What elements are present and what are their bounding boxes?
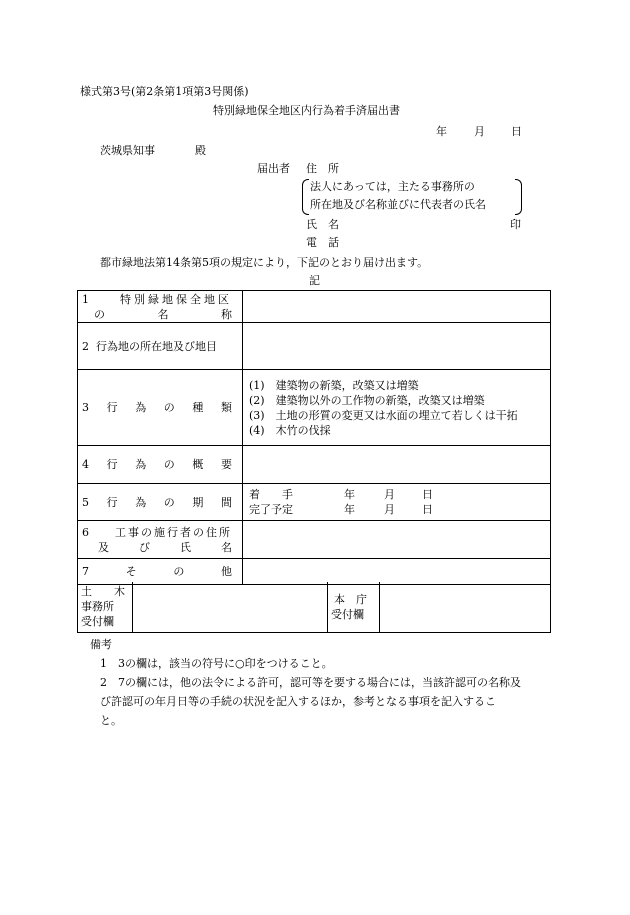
row-location [78, 323, 551, 370]
label-char: 期 [192, 495, 204, 509]
label-char: 氏 [180, 540, 191, 554]
note-1: 1 3の欄は，該当の符号に○印をつけること。 [100, 657, 333, 670]
phone-label: 電 話 [306, 236, 339, 249]
name-label: 氏 名 [306, 218, 339, 231]
left-bracket [302, 179, 309, 215]
applicant-label: 届出者 [257, 162, 290, 175]
start-day: 日 [422, 488, 433, 501]
note-2-line3: と。 [100, 714, 122, 727]
label-cell [78, 323, 243, 370]
note-2-line2: び許認可の年月日等の手続の状況を記入するほか，参考となる事項を記入するこ [100, 695, 496, 708]
date-day-label: 日 [511, 125, 522, 138]
label-cell [78, 521, 243, 559]
addressee-honorific: 殿 [195, 144, 206, 157]
corporate-note-line2: 所在地及び名称並びに代表者の氏名 [310, 198, 486, 211]
label-char: そ [125, 565, 137, 578]
label-line1: 工事の施行者の住所 [115, 525, 232, 539]
activity-summary-input[interactable] [243, 446, 551, 484]
label-char: の [163, 458, 175, 471]
row-number: 4 [82, 458, 89, 471]
label-cell [78, 446, 243, 484]
label-cell [78, 559, 243, 585]
activity-type-options [243, 370, 551, 446]
label-char: 行 [106, 458, 118, 471]
label-char: 概 [192, 458, 204, 471]
label-char: 行 [106, 401, 118, 414]
date-year-label: 年 [436, 125, 447, 138]
green-area-name-input[interactable] [243, 291, 551, 323]
receipt-table [77, 582, 551, 633]
start-label: 着 手 [249, 488, 293, 501]
label-text: 行為地の所在地及び地目 [96, 339, 217, 353]
start-year: 年 [344, 488, 355, 501]
honcho-receipt-field[interactable] [380, 582, 551, 632]
label-char: 要 [220, 458, 232, 471]
row-activity-summary [78, 446, 551, 484]
contractor-input[interactable] [243, 521, 551, 559]
label-char: 間 [220, 495, 232, 509]
end-label: 完了予定 [249, 503, 293, 516]
doboku-receipt-field[interactable] [133, 582, 328, 632]
form-title: 特別緑地保全地区内行為着手済届出書 [213, 104, 400, 117]
label-char: 名 [221, 540, 232, 554]
label-char: の [94, 307, 105, 321]
address-label: 住 所 [306, 162, 339, 175]
end-month: 月 [384, 503, 395, 516]
row-number: 6 [82, 525, 89, 539]
label-line1: 特別緑地保全地区 [120, 292, 232, 306]
right-bracket [515, 179, 522, 215]
ki-heading: 記 [309, 274, 320, 287]
label-cell [78, 370, 243, 446]
end-year: 年 [344, 503, 355, 516]
label-char: 為 [135, 495, 147, 509]
form-number-label: 様式第3号(第2条第1項第3号関係) [80, 85, 249, 98]
row-activity-type [78, 370, 551, 446]
receipt-row [78, 582, 551, 632]
corporate-note-line1: 法人にあっては，主たる事務所の [310, 180, 475, 193]
row-number: 7 [82, 565, 89, 578]
location-input[interactable] [243, 323, 551, 370]
doboku-label: 土 木 事務所 受付欄 [78, 582, 133, 632]
label-char: 称 [221, 307, 232, 321]
row-contractor [78, 521, 551, 559]
label-char: び [139, 540, 150, 554]
end-day: 日 [422, 503, 433, 516]
label-cell [78, 291, 243, 323]
label-char: 名 [157, 307, 169, 321]
start-month: 月 [384, 488, 395, 501]
label-char: の [173, 565, 185, 578]
row-number: 3 [82, 401, 89, 414]
option-tree-felling[interactable]: (4) 木竹の伐採 [249, 423, 331, 437]
label-char: 為 [135, 401, 147, 414]
row-number: 1 [82, 292, 89, 306]
addressee-name: 茨城県知事 [100, 144, 155, 157]
row-other [78, 559, 551, 585]
label-cell [78, 484, 243, 521]
option-land-change[interactable]: (3) 土地の形質の変更又は水面の埋立て若しくは干拓 [249, 408, 518, 422]
honcho-label: 本 庁 受付欄 [328, 582, 380, 632]
row-green-area-name [78, 291, 551, 323]
label-char: の [163, 401, 175, 414]
intro-text: 都市緑地法第14条第5項の規定により，下記のとおり届け出ます。 [100, 256, 429, 269]
label-char: 及 [98, 540, 109, 554]
label-char: の [163, 495, 175, 509]
label-char: 種 [192, 401, 204, 414]
row-number: 5 [82, 495, 89, 509]
option-structure[interactable]: (2) 建築物以外の工作物の新築，改築又は増築 [249, 393, 485, 407]
notes-heading: 備考 [90, 638, 112, 651]
activity-period-cell[interactable] [243, 484, 551, 521]
row-number: 2 [82, 339, 89, 353]
label-char: 類 [220, 401, 232, 414]
option-building[interactable]: (1) 建築物の新築，改築又は増築 [249, 378, 419, 392]
label-char: 行 [106, 495, 118, 509]
main-table [77, 290, 551, 585]
date-month-label: 月 [474, 125, 485, 138]
label-char: 他 [220, 565, 232, 578]
row-activity-period [78, 484, 551, 521]
note-2-line1: 2 7の欄には，他の法令による許可，認可等を要する場合には，当該許認可の名称及 [100, 676, 521, 689]
label-char: 為 [135, 458, 147, 471]
other-input[interactable] [243, 559, 551, 585]
seal-mark: 印 [510, 218, 521, 231]
